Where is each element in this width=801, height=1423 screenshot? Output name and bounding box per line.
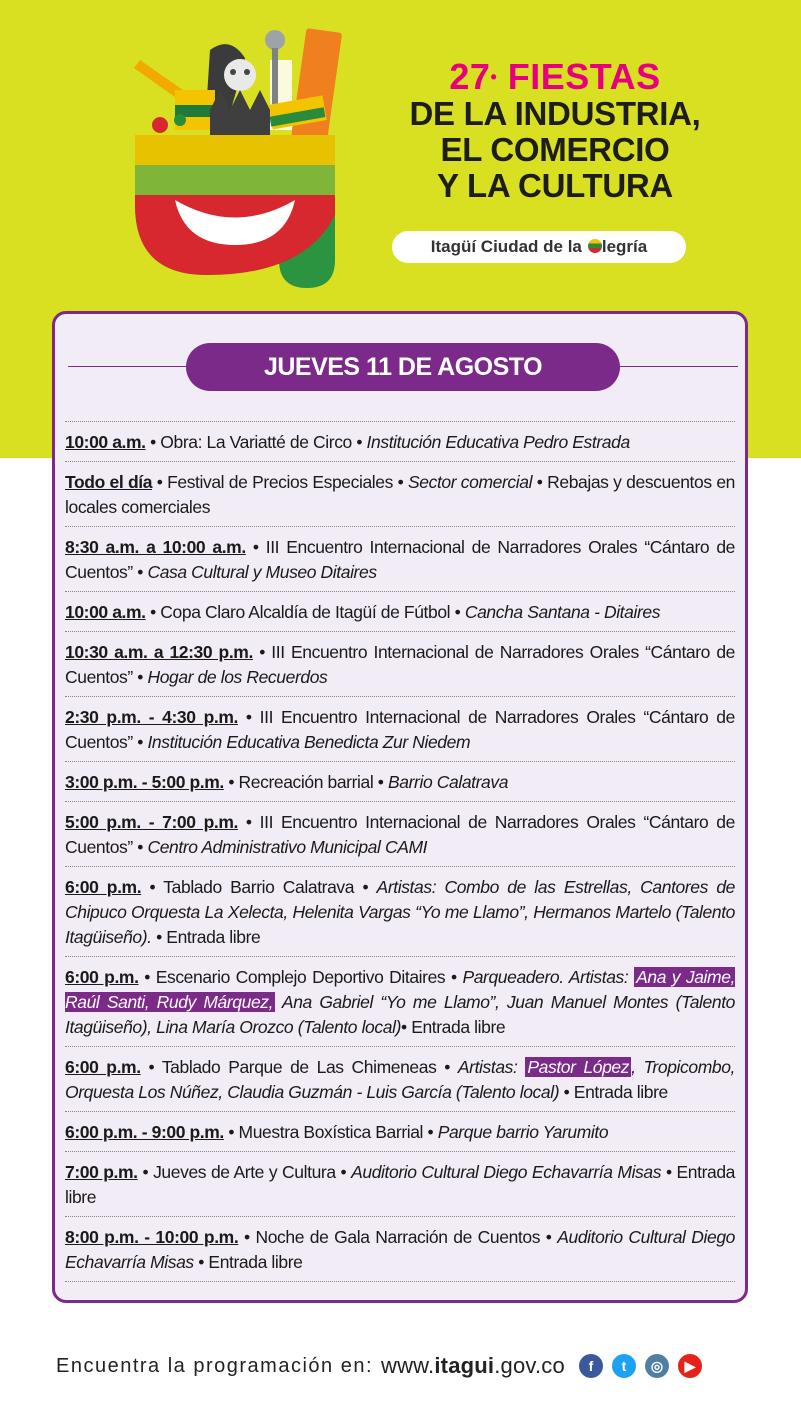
event-time: 7:00 p.m. xyxy=(65,1162,138,1182)
url-suffix: .gov.co xyxy=(494,1353,565,1378)
event-time: 6:00 p.m. xyxy=(65,1057,141,1077)
event-venue: Ana Gabriel “Yo me Llamo”, Juan Manuel Montes (Talento Itagüiseño), Lina María Orozco (Talento local) xyxy=(65,992,735,1037)
event-item xyxy=(65,801,735,866)
instagram-icon[interactable]: ◎ xyxy=(645,1354,669,1378)
event-time: 8:00 p.m. - 10:00 p.m. xyxy=(65,1227,239,1247)
slogan-alegria xyxy=(588,237,647,257)
featured-artist: Pastor López xyxy=(527,1057,630,1077)
event-item xyxy=(65,526,735,591)
event-text: • Entrada libre xyxy=(401,1017,506,1037)
event-title xyxy=(360,58,750,204)
event-text: • III Encuentro Internacional de Narradores Orales “Cántaro de Cuentos” • xyxy=(65,642,735,687)
event-item xyxy=(65,591,735,631)
slogan-text: Itagüí Ciudad de la xyxy=(430,237,582,256)
event-venue: Barrio Calatrava xyxy=(388,772,509,792)
event-item xyxy=(65,1216,735,1282)
website-link[interactable] xyxy=(381,1353,565,1379)
edition-number: 27 xyxy=(449,56,491,97)
event-item xyxy=(65,956,735,1046)
facebook-icon[interactable]: f xyxy=(579,1354,603,1378)
alegria-a-icon xyxy=(588,239,602,253)
event-time: 6:00 p.m. - 9:00 p.m. xyxy=(65,1122,224,1142)
youtube-icon[interactable]: ▶ xyxy=(678,1354,702,1378)
event-text: • Tablado Barrio Calatrava • xyxy=(141,877,377,897)
event-text: • Rebajas y descuentos en locales comerciales xyxy=(65,472,735,517)
event-text: • Entrada libre xyxy=(151,927,261,947)
event-venue: Artistas: xyxy=(457,1057,526,1077)
event-text: • Copa Claro Alcaldía de Itagüí de Fútbol • xyxy=(145,602,465,622)
event-time: 6:00 p.m. xyxy=(65,967,139,987)
event-time: 2:30 p.m. - 4:30 p.m. xyxy=(65,707,238,727)
event-time: 3:00 p.m. - 5:00 p.m. xyxy=(65,772,224,792)
event-text: • Jueves de Arte y Cultura • xyxy=(137,1162,352,1182)
event-venue: Artistas: Combo de las Estrellas, Cantores de Chipuco Orquesta La Xelecta, Helenita Vargas “Yo me Llamo”, Hermanos Martelo (Talento Itagüiseño). xyxy=(65,877,735,947)
url-prefix: www. xyxy=(381,1353,435,1378)
event-text: • III Encuentro Internacional de Narradores Orales “Cántaro de Cuentos” • xyxy=(65,812,735,857)
event-item xyxy=(65,461,735,526)
event-venue: Parque barrio Yarumito xyxy=(437,1122,609,1142)
title-line2: DE LA INDUSTRIA, xyxy=(409,95,701,132)
title-line3: EL COMERCIO xyxy=(440,131,670,168)
title-line4: Y LA CULTURA xyxy=(437,167,673,204)
event-venue: Casa Cultural y Museo Ditaires xyxy=(147,562,377,582)
social-links xyxy=(579,1354,702,1378)
event-text: • Entrada libre xyxy=(193,1252,303,1272)
event-venue: Parqueadero. Artistas: xyxy=(462,967,635,987)
footer xyxy=(56,1350,756,1382)
featured-artist: Ana y Jaime, Raúl Santi, Rudy Márquez, xyxy=(65,967,735,1012)
event-item xyxy=(65,421,735,461)
event-text: • Obra: La Variatté de Circo • xyxy=(145,432,367,452)
event-text: • Escenario Complejo Deportivo Ditaires • xyxy=(138,967,463,987)
slogan-badge xyxy=(392,231,686,263)
event-venue: Hogar de los Recuerdos xyxy=(147,667,328,687)
event-list xyxy=(65,421,735,1282)
event-time: Todo el día xyxy=(65,472,153,492)
twitter-icon[interactable]: t xyxy=(612,1354,636,1378)
event-venue: Centro Administrativo Municipal CAMI xyxy=(147,837,428,857)
event-time: 10:00 a.m. xyxy=(65,602,146,622)
event-time: 5:00 p.m. - 7:00 p.m. xyxy=(65,812,238,832)
footer-text: Encuentra la programación en: xyxy=(56,1354,373,1377)
slogan-word: legría xyxy=(601,237,648,256)
festival-logo-icon xyxy=(120,20,360,290)
event-item xyxy=(65,1151,735,1216)
day-title: JUEVES 11 DE AGOSTO xyxy=(186,343,620,391)
title-line1: FIESTAS xyxy=(507,56,661,97)
event-text: • Noche de Gala Narración de Cuentos • xyxy=(238,1227,558,1247)
event-text: • Entrada libre xyxy=(559,1082,668,1102)
event-item xyxy=(65,761,735,801)
event-time: 10:00 a.m. xyxy=(65,432,146,452)
title-main: 27• FIESTAS xyxy=(449,56,661,97)
event-time: 6:00 p.m. xyxy=(65,877,142,897)
event-venue: Institución Educativa Benedicta Zur Niedem xyxy=(147,732,471,752)
event-text: • III Encuentro Internacional de Narradores Orales “Cántaro de Cuentos” • xyxy=(65,707,735,752)
event-venue: Cancha Santana - Ditaires xyxy=(464,602,661,622)
event-venue: Institución Educativa Pedro Estrada xyxy=(366,432,630,452)
event-item xyxy=(65,1046,735,1111)
event-venue: Sector comercial xyxy=(407,472,533,492)
event-text: • III Encuentro Internacional de Narradores Orales “Cántaro de Cuentos” • xyxy=(65,537,735,582)
event-item xyxy=(65,1111,735,1151)
event-time: 10:30 a.m. a 12:30 p.m. xyxy=(65,642,253,662)
event-text: • Muestra Boxística Barrial • xyxy=(223,1122,438,1142)
event-text: • Festival de Precios Especiales • xyxy=(152,472,408,492)
schedule-card xyxy=(52,311,748,1303)
event-text: • Tablado Parque de Las Chimeneas • xyxy=(140,1057,458,1077)
event-item xyxy=(65,866,735,956)
event-venue: , Tropicombo, Orquesta Los Núñez, Claudia Guzmán - Luis García (Talento local) xyxy=(65,1057,735,1102)
event-item xyxy=(65,696,735,761)
url-domain: itagui xyxy=(434,1353,495,1378)
event-venue: Auditorio Cultural Diego Echavarría Misas xyxy=(65,1227,735,1272)
event-text: • Entrada libre xyxy=(65,1162,736,1207)
event-time: 8:30 a.m. a 10:00 a.m. xyxy=(65,537,246,557)
event-venue: Auditorio Cultural Diego Echavarría Misas xyxy=(351,1162,662,1182)
event-text: • Recreación barrial • xyxy=(223,772,389,792)
event-item xyxy=(65,631,735,696)
